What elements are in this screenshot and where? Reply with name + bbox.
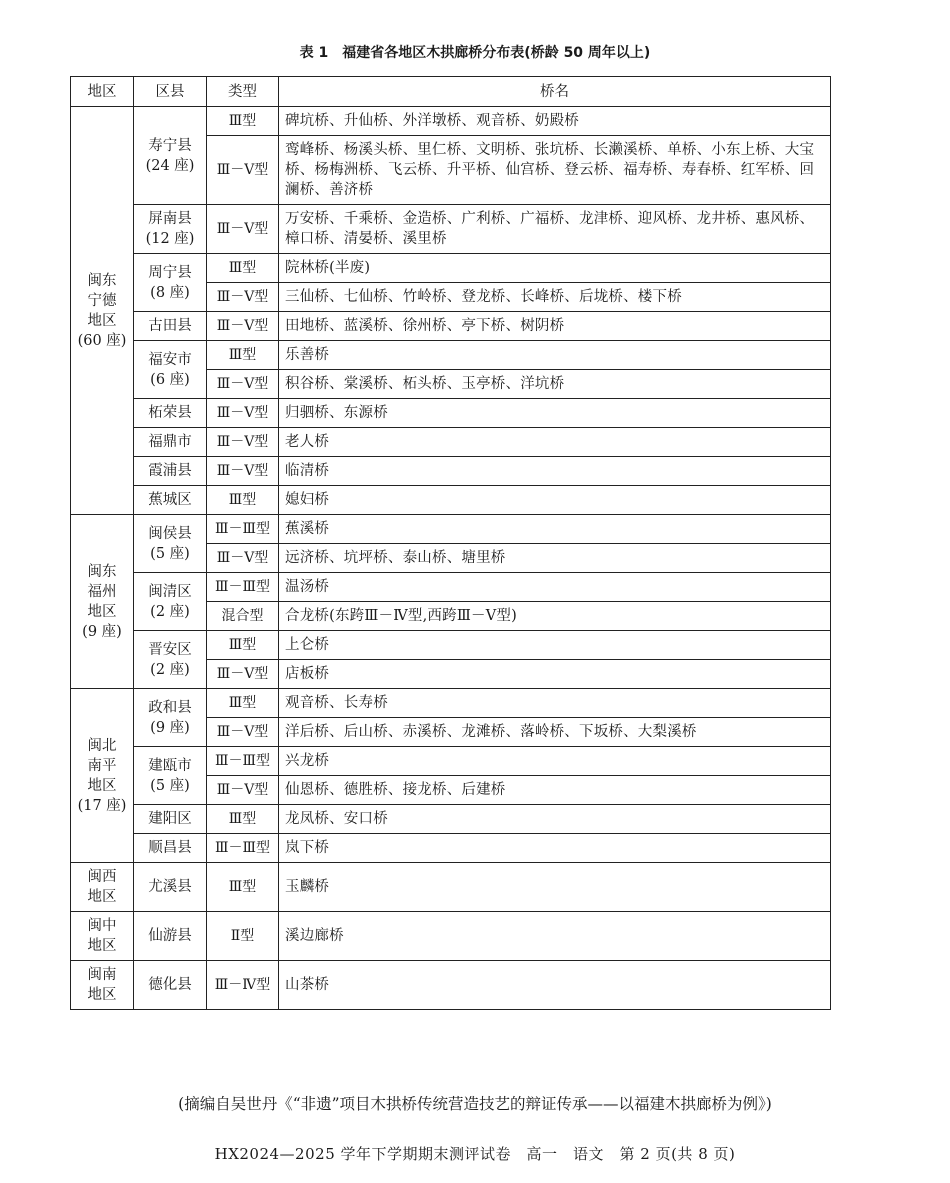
header-bridge-names: 桥名 — [279, 77, 831, 107]
table-row — [71, 254, 831, 283]
county-cell: 晋安区 (2 座) — [134, 631, 207, 689]
county-cell: 建阳区 — [134, 805, 207, 834]
type-cell: Ⅲ－Ⅴ型 — [207, 718, 279, 747]
bridge-names-cell: 温汤桥 — [279, 573, 831, 602]
table-row — [71, 428, 831, 457]
region-cell: 闽东 福州 地区 (9 座) — [71, 515, 134, 689]
type-cell: Ⅲ型 — [207, 631, 279, 660]
type-cell: Ⅲ－Ⅴ型 — [207, 428, 279, 457]
bridge-names-cell: 仙恩桥、德胜桥、接龙桥、后建桥 — [279, 776, 831, 805]
bridge-names-cell: 洋后桥、后山桥、赤溪桥、龙滩桥、落岭桥、下坂桥、大梨溪桥 — [279, 718, 831, 747]
table-title: 福建省各地区木拱廊桥分布表(桥龄 50 周年以上) — [342, 45, 651, 61]
table-row — [71, 486, 831, 515]
type-cell: Ⅲ－Ⅲ型 — [207, 747, 279, 776]
table-row — [71, 515, 831, 544]
type-cell: Ⅲ－Ⅲ型 — [207, 573, 279, 602]
table-row — [71, 341, 831, 370]
type-cell: Ⅲ型 — [207, 341, 279, 370]
bridge-names-cell: 蕉溪桥 — [279, 515, 831, 544]
bridge-names-cell: 三仙桥、七仙桥、竹岭桥、登龙桥、长峰桥、后垅桥、楼下桥 — [279, 283, 831, 312]
table-row — [71, 863, 831, 912]
table-row — [71, 399, 831, 428]
county-cell: 建瓯市 (5 座) — [134, 747, 207, 805]
bridge-names-cell: 归驷桥、东源桥 — [279, 399, 831, 428]
bridge-names-cell: 万安桥、千乘桥、金造桥、广利桥、广福桥、龙津桥、迎风桥、龙井桥、惠风桥、樟口桥、清晏桥、溪里桥 — [279, 205, 831, 254]
county-cell: 福鼎市 — [134, 428, 207, 457]
bridge-names-cell: 积谷桥、棠溪桥、柘头桥、玉亭桥、洋坑桥 — [279, 370, 831, 399]
region-cell: 闽东 宁德 地区 (60 座) — [71, 107, 134, 515]
bridge-names-cell: 合龙桥(东跨Ⅲ－Ⅳ型,西跨Ⅲ－Ⅴ型) — [279, 602, 831, 631]
bridge-names-cell: 院林桥(半废) — [279, 254, 831, 283]
county-cell: 仙游县 — [134, 912, 207, 961]
header-region: 地区 — [71, 77, 134, 107]
county-cell: 政和县 (9 座) — [134, 689, 207, 747]
bridge-names-cell: 鸾峰桥、杨溪头桥、里仁桥、文明桥、张坑桥、长濑溪桥、单桥、小东上桥、大宝桥、杨梅洲桥、飞云桥、升平桥、仙宫桥、登云桥、福寿桥、寿春桥、红军桥、回澜桥、善济桥 — [279, 136, 831, 205]
bridge-names-cell: 田地桥、蓝溪桥、徐州桥、亭下桥、树阴桥 — [279, 312, 831, 341]
type-cell: Ⅲ－Ⅴ型 — [207, 136, 279, 205]
bridge-names-cell: 岚下桥 — [279, 834, 831, 863]
bridge-names-cell: 远济桥、坑坪桥、泰山桥、塘里桥 — [279, 544, 831, 573]
type-cell: Ⅲ－Ⅳ型 — [207, 961, 279, 1010]
type-cell: Ⅲ型 — [207, 863, 279, 912]
type-cell: 混合型 — [207, 602, 279, 631]
type-cell: Ⅲ－Ⅴ型 — [207, 399, 279, 428]
table-row — [71, 834, 831, 863]
type-cell: Ⅲ－Ⅴ型 — [207, 660, 279, 689]
table-number: 表 1 — [299, 45, 329, 61]
header-type: 类型 — [207, 77, 279, 107]
bridge-names-cell: 碑坑桥、升仙桥、外洋墩桥、观音桥、奶殿桥 — [279, 107, 831, 136]
type-cell: Ⅲ型 — [207, 689, 279, 718]
table-row — [71, 205, 831, 254]
type-cell: Ⅲ型 — [207, 107, 279, 136]
table-caption — [0, 42, 950, 62]
county-cell: 闽清区 (2 座) — [134, 573, 207, 631]
bridge-names-cell: 媳妇桥 — [279, 486, 831, 515]
bridge-names-cell: 临清桥 — [279, 457, 831, 486]
county-cell: 福安市 (6 座) — [134, 341, 207, 399]
page-footer: HX2024—2025 学年下学期期末测评试卷 高一 语文 第 2 页(共 8 页) — [214, 1145, 736, 1163]
bridge-names-cell: 乐善桥 — [279, 341, 831, 370]
type-cell: Ⅲ－Ⅴ型 — [207, 544, 279, 573]
table-row — [71, 961, 831, 1010]
region-cell: 闽南 地区 — [71, 961, 134, 1010]
bridge-names-cell: 兴龙桥 — [279, 747, 831, 776]
type-cell: Ⅲ型 — [207, 486, 279, 515]
header-county: 区县 — [134, 77, 207, 107]
table-row — [71, 312, 831, 341]
bridge-distribution-table-wrapper — [70, 76, 830, 1010]
bridge-names-cell: 老人桥 — [279, 428, 831, 457]
table-row — [71, 747, 831, 776]
county-cell: 顺昌县 — [134, 834, 207, 863]
bridge-names-cell: 上仑桥 — [279, 631, 831, 660]
county-cell: 尤溪县 — [134, 863, 207, 912]
type-cell: Ⅱ型 — [207, 912, 279, 961]
type-cell: Ⅲ－Ⅴ型 — [207, 457, 279, 486]
bridge-names-cell: 山茶桥 — [279, 961, 831, 1010]
type-cell: Ⅲ型 — [207, 254, 279, 283]
region-cell: 闽中 地区 — [71, 912, 134, 961]
table-row — [71, 107, 831, 136]
type-cell: Ⅲ－Ⅴ型 — [207, 370, 279, 399]
county-cell: 柘荣县 — [134, 399, 207, 428]
type-cell: Ⅲ－Ⅴ型 — [207, 205, 279, 254]
county-cell: 寿宁县 (24 座) — [134, 107, 207, 205]
type-cell: Ⅲ－Ⅴ型 — [207, 776, 279, 805]
type-cell: Ⅲ－Ⅲ型 — [207, 834, 279, 863]
region-cell: 闽北 南平 地区 (17 座) — [71, 689, 134, 863]
table-row — [71, 631, 831, 660]
region-cell: 闽西 地区 — [71, 863, 134, 912]
bridge-names-cell: 龙凤桥、安口桥 — [279, 805, 831, 834]
county-cell: 闽侯县 (5 座) — [134, 515, 207, 573]
table-row — [71, 912, 831, 961]
type-cell: Ⅲ－Ⅲ型 — [207, 515, 279, 544]
bridge-distribution-table — [70, 76, 831, 1010]
county-cell: 屏南县 (12 座) — [134, 205, 207, 254]
header-row — [71, 77, 831, 107]
table-row — [71, 573, 831, 602]
county-cell: 周宁县 (8 座) — [134, 254, 207, 312]
county-cell: 霞浦县 — [134, 457, 207, 486]
county-cell: 蕉城区 — [134, 486, 207, 515]
table-row — [71, 457, 831, 486]
type-cell: Ⅲ－Ⅴ型 — [207, 312, 279, 341]
table-row — [71, 689, 831, 718]
bridge-names-cell: 店板桥 — [279, 660, 831, 689]
bridge-names-cell: 溪边廊桥 — [279, 912, 831, 961]
bridge-names-cell: 观音桥、长寿桥 — [279, 689, 831, 718]
source-citation: (摘编自吴世丹《“非遗”项目木拱桥传统营造技艺的辩证传承——以福建木拱廊桥为例》) — [178, 1095, 772, 1113]
type-cell: Ⅲ－Ⅴ型 — [207, 283, 279, 312]
county-cell: 古田县 — [134, 312, 207, 341]
type-cell: Ⅲ型 — [207, 805, 279, 834]
table-row — [71, 805, 831, 834]
bridge-names-cell: 玉麟桥 — [279, 863, 831, 912]
county-cell: 德化县 — [134, 961, 207, 1010]
